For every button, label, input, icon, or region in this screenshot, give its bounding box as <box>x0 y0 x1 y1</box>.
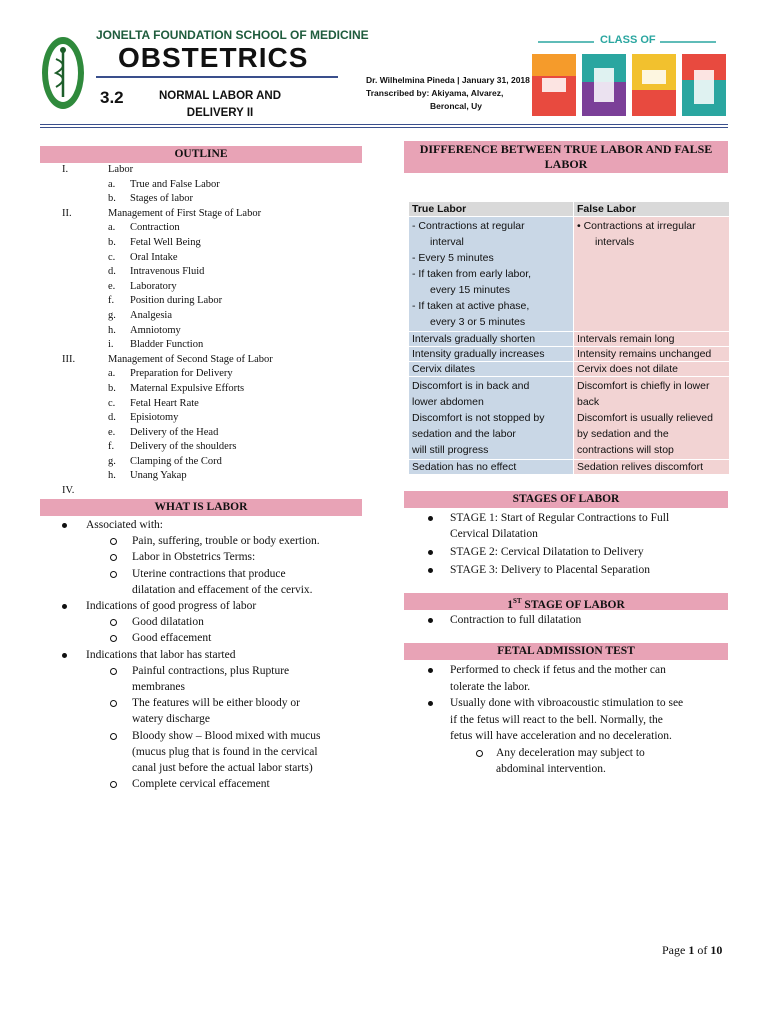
outline-sub: f. Delivery of the shoulders <box>108 441 237 453</box>
outline-item-3: III. Management of Second Stage of Labor <box>62 353 273 365</box>
list-item-cont: tolerate the labor. <box>450 680 531 693</box>
list-item-cont: dilatation and effacement of the cervix. <box>132 583 313 596</box>
list-item: Any deceleration may subject to <box>404 745 734 762</box>
bullet-icon <box>428 550 433 555</box>
list-item: Painful contractions, plus Rupture <box>40 663 370 679</box>
table-cell: Intervals remain long <box>574 332 730 347</box>
first-stage-list <box>404 612 734 628</box>
list-item-cont: if the fetus will react to the bell. Normally, the <box>450 713 663 726</box>
first-stage-header: 1ST STAGE OF LABOR <box>404 593 728 610</box>
outline-sub: c. Fetal Heart Rate <box>108 397 199 409</box>
lecture-title: NORMAL LABOR AND DELIVERY II <box>158 90 282 119</box>
fetal-admission-header: FETAL ADMISSION TEST <box>404 643 728 660</box>
table-cell: Sedation has no effect <box>409 460 574 475</box>
table-cell: Sedation relives discomfort <box>574 460 730 475</box>
table-row <box>409 460 730 475</box>
list-item-cont: Cervical Dilatation <box>450 528 538 540</box>
list-item-cont: watery discharge <box>132 713 211 726</box>
outline-item-4: IV. <box>62 485 75 497</box>
table-row <box>409 377 730 460</box>
list-item: Indications of good progress of labor <box>40 598 370 614</box>
header-divider <box>40 124 728 125</box>
list-item: Indications that labor has started <box>40 647 370 663</box>
sub-bullet-icon <box>110 554 117 561</box>
outline-sub: f. Position during Labor <box>108 295 223 307</box>
sub-bullet-icon <box>110 781 117 788</box>
school-name: JONELTA FOUNDATION SCHOOL OF MEDICINE <box>96 28 369 42</box>
header-divider-2 <box>40 127 728 128</box>
list-item-cont: fetus will have acceleration and no deceleration. <box>450 730 672 742</box>
table-cell: Intensity remains unchanged <box>574 347 730 362</box>
outline-item-1: I. Labor <box>62 164 134 175</box>
bullet-icon <box>428 701 433 706</box>
outline-sub: c. Oral Intake <box>108 251 178 263</box>
list-item: The features will be either bloody or <box>40 695 370 711</box>
outline-sub: b. Fetal Well Being <box>108 236 201 248</box>
sub-bullet-icon <box>110 733 117 740</box>
stages-list <box>404 510 734 578</box>
list-item: Bloody show – Blood mixed with mucus <box>40 728 370 744</box>
class-of-label: CLASS OF <box>600 34 656 46</box>
outline-sub: g. Analgesia <box>108 309 172 321</box>
fetal-admission-list <box>404 662 734 778</box>
outline-sub: g. Clamping of the Cord <box>108 455 222 467</box>
outline-sub: h. Amniotomy <box>108 324 181 336</box>
table-cell: - Contractions at regular interval - Every 5 minutes - If taken from early labor, every 15 minutes - If taken at active phase, every 3 or 5 minutes <box>409 217 574 332</box>
sub-bullet-icon <box>110 668 117 675</box>
outline-item-2: II. Management of First Stage of Labor <box>62 207 262 219</box>
outline-sub: d. Episiotomy <box>108 412 179 424</box>
bullet-icon <box>62 523 67 528</box>
list-item: Complete cervical effacement <box>40 776 370 792</box>
list-item-cont: abdominal intervention. <box>496 763 606 775</box>
list-item-cont: (mucus plug that is found in the cervical <box>132 745 318 758</box>
true-false-labor-table <box>408 201 730 475</box>
list-item: STAGE 1: Start of Regular Contractions to Full <box>404 510 734 526</box>
outline-sub: h. Unang Yakap <box>108 470 187 482</box>
lecturer-date: Dr. Wilhelmina Pineda | January 31, 2018 <box>366 75 530 85</box>
bullet-icon <box>428 568 433 573</box>
table-row <box>409 362 730 377</box>
bullet-icon <box>62 604 67 609</box>
list-item: Good dilatation <box>40 614 370 630</box>
table-row <box>409 332 730 347</box>
outline-sub: b. Maternal Expulsive Efforts <box>108 382 245 394</box>
school-seal-logo <box>40 33 86 113</box>
page-number: Page 1 of 10 <box>662 943 723 957</box>
sub-bullet-icon <box>110 571 117 578</box>
outline-list <box>40 163 370 499</box>
outline-sub: e. Delivery of the Head <box>108 426 219 438</box>
what-is-labor-list <box>40 517 370 792</box>
table-cell: Discomfort is in back and lower abdomen Discomfort is not stopped by sedation and the labor will still progress <box>409 377 574 460</box>
list-item: Pain, suffering, trouble or body exertion. <box>40 533 370 549</box>
lecture-number: 3.2 <box>100 88 124 107</box>
bullet-icon <box>428 516 433 521</box>
table-row <box>409 347 730 362</box>
outline-sub: b. Stages of labor <box>108 193 193 205</box>
outline-sub: d. Intravenous Fluid <box>108 266 205 278</box>
sub-bullet-icon <box>110 619 117 626</box>
sub-bullet-icon <box>110 538 117 545</box>
header-rule <box>96 76 338 78</box>
transcribers-line2: Beroncal, Uy <box>430 101 482 111</box>
outline-sub: a. Contraction <box>108 222 180 234</box>
outline-sub: e. Laboratory <box>108 280 177 292</box>
sub-bullet-icon <box>110 635 117 642</box>
list-item: Good effacement <box>40 630 370 646</box>
list-item-cont: membranes <box>132 681 186 694</box>
difference-header: DIFFERENCE BETWEEN TRUE LABOR AND FALSE LABOR <box>404 141 728 173</box>
table-cell: • Contractions at irregular intervals <box>574 217 730 332</box>
table-cell: Intervals gradually shorten <box>409 332 574 347</box>
table-cell: Intensity gradually increases <box>409 347 574 362</box>
list-item-cont: canal just before the actual labor starts) <box>132 762 313 775</box>
outline-sub: i. Bladder Function <box>108 339 204 351</box>
stages-header: STAGES OF LABOR <box>404 491 728 508</box>
table-cell: Discomfort is chiefly in lower back Discomfort is usually relieved by sedation and the contractions will stop <box>574 377 730 460</box>
bullet-icon <box>428 668 433 673</box>
col-true-labor: True Labor <box>409 202 574 217</box>
list-item: Contraction to full dilatation <box>404 612 734 628</box>
list-item: STAGE 2: Cervical Dilatation to Delivery <box>404 544 734 560</box>
list-item: Usually done with vibroacoustic stimulation to see <box>404 695 734 712</box>
table-header-row <box>409 202 730 217</box>
bullet-icon <box>62 653 67 658</box>
outline-sub: a. Preparation for Delivery <box>108 368 233 380</box>
outline-header: OUTLINE <box>40 146 362 163</box>
table-row <box>409 217 730 332</box>
col-false-labor: False Labor <box>574 202 730 217</box>
list-item: Performed to check if fetus and the mother can <box>404 662 734 679</box>
what-is-labor-header: WHAT IS LABOR <box>40 499 362 516</box>
list-item: Labor in Obstetrics Terms: <box>40 549 370 565</box>
sub-bullet-icon <box>110 700 117 707</box>
list-item: Associated with: <box>40 517 370 533</box>
table-cell: Cervix does not dilate <box>574 362 730 377</box>
subject-title: OBSTETRICS <box>118 42 309 73</box>
class-badge <box>520 30 732 126</box>
bullet-icon <box>428 618 433 623</box>
list-item: STAGE 3: Delivery to Placental Separation <box>404 562 734 578</box>
list-item: Uterine contractions that produce <box>40 566 370 582</box>
sub-bullet-icon <box>476 750 483 757</box>
outline-sub: a. True and False Labor <box>108 178 220 190</box>
transcribers-line1: Transcribed by: Akiyama, Alvarez, <box>366 88 504 98</box>
table-cell: Cervix dilates <box>409 362 574 377</box>
